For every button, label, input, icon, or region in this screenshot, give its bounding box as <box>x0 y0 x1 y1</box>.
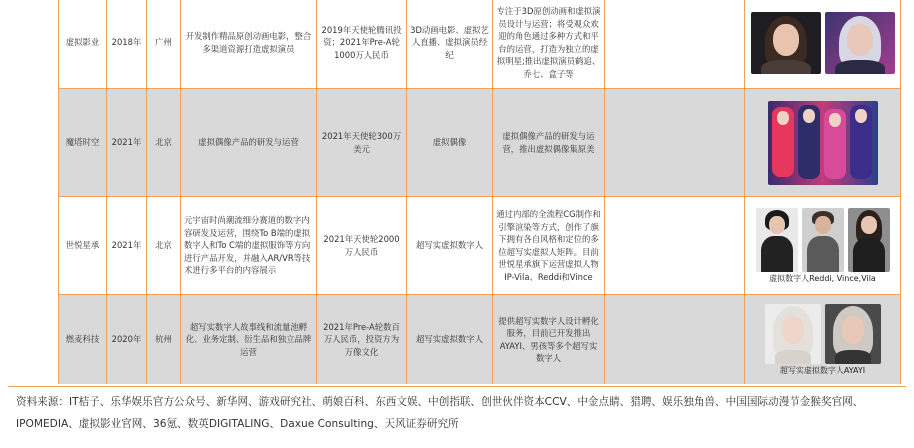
description-cell: 提供超写实数字人设计孵化服务，目前已开发推出AYAYI、男孩等多个超写实数字人 <box>493 295 605 385</box>
table-row <box>59 295 901 385</box>
business-cell: 超写实数字人故事线和流量池孵化、业务定制、衍生品和独立品牌运营 <box>181 295 317 385</box>
image-cell <box>745 197 901 295</box>
image-caption: 虚拟数字人Reddi, Vince,Vila <box>769 273 876 283</box>
table-row <box>59 197 901 295</box>
virtual-actor-image-1 <box>751 12 821 74</box>
avatar-images <box>748 304 897 364</box>
description-cell: 虚拟偶像产品的研发与运营，推出虚拟偶像集原美 <box>493 89 605 197</box>
funding-cell: 2021年天使轮2000万人民币 <box>317 197 407 295</box>
company-table <box>58 0 901 384</box>
digital-human-image-2 <box>802 208 844 272</box>
table-row <box>59 0 901 89</box>
image-cell <box>745 295 901 385</box>
empty-cell <box>605 0 745 89</box>
avatar-images <box>748 101 897 185</box>
city: 北京 <box>147 197 181 295</box>
company-name: 燃麦科技 <box>59 295 107 385</box>
empty-cell <box>605 295 745 385</box>
business-cell: 虚拟偶像产品的研发与运营 <box>181 89 317 197</box>
funding-cell: 2019年天使轮腾讯投资；2021年Pre-A轮1000万人民币 <box>317 0 407 89</box>
field-cell: 超写实虚拟数字人 <box>407 197 493 295</box>
avatar-images <box>748 208 897 272</box>
founded-year: 2018年 <box>107 0 147 89</box>
company-name: 魔塔时空 <box>59 89 107 197</box>
field-cell: 超写实虚拟数字人 <box>407 295 493 385</box>
digital-human-image-3 <box>848 208 890 272</box>
ayayi-image-2 <box>825 304 881 364</box>
empty-cell <box>605 197 745 295</box>
ayayi-image-1 <box>765 304 821 364</box>
company-name: 世悦星承 <box>59 197 107 295</box>
city: 广州 <box>147 0 181 89</box>
funding-cell: 2021年Pre-A轮数百万人民币，投资方为万像文化 <box>317 295 407 385</box>
digital-human-image-1 <box>756 208 798 272</box>
business-cell: 开发制作精品原创动画电影，整合多渠道资源打造虚拟演员 <box>181 0 317 89</box>
business-cell: 元宇宙时尚潮流细分赛道的数字内容研发及运营，围绕To B端的虚拟数字人和To C端的虚拟服饰等方向进行产品开发，并融入AR/VR等技术进行多平台的内容展示 <box>181 197 317 295</box>
founded-year: 2020年 <box>107 295 147 385</box>
source-note: 资料来源：IT桔子、乐华娱乐官方公众号、新华网、游戏研究社、萌娘百科、东西文娱、中创指联、创世伙伴资本CCV、中金点睛、猎聘、娱乐独角兽、中国国际动漫节金猴奖官网、IPOMEDIA、虚拟影业官网、36氪、数英DIGITALING、Daxue Consulting、天风证券研究所 <box>8 386 906 446</box>
virtual-actor-image-2 <box>825 12 895 74</box>
description-cell: 通过内部的全流程CG制作和引擎渲染等方式，创作了旗下拥有各自风格和定位的多位超写实虚拟人矩阵。目前世悦星承旗下运营虚拟人物IP-Vila、Reddi和Vince <box>493 197 605 295</box>
empty-cell <box>605 89 745 197</box>
founded-year: 2021年 <box>107 89 147 197</box>
virtual-idol-group-image <box>768 101 878 185</box>
funding-cell: 2021年天使轮300万美元 <box>317 89 407 197</box>
table-row <box>59 89 901 197</box>
avatar-images <box>748 12 897 74</box>
field-cell: 3D动画电影、虚拟艺人直播、虚拟演员经纪 <box>407 0 493 89</box>
field-cell: 虚拟偶像 <box>407 89 493 197</box>
description-cell: 专注于3D原创动画和虚拟演员设计与运营；将受观众欢迎的角色通过多种方式和平台的运营，打造为独立的虚拟明星;推出虚拟演员鹤追、乔七、盒子等 <box>493 0 605 89</box>
city: 北京 <box>147 89 181 197</box>
image-caption: 超写实虚拟数字人AYAYI <box>779 365 866 375</box>
company-name: 虚拟影业 <box>59 0 107 89</box>
founded-year: 2021年 <box>107 197 147 295</box>
image-cell <box>745 89 901 197</box>
image-cell <box>745 0 901 89</box>
city: 杭州 <box>147 295 181 385</box>
